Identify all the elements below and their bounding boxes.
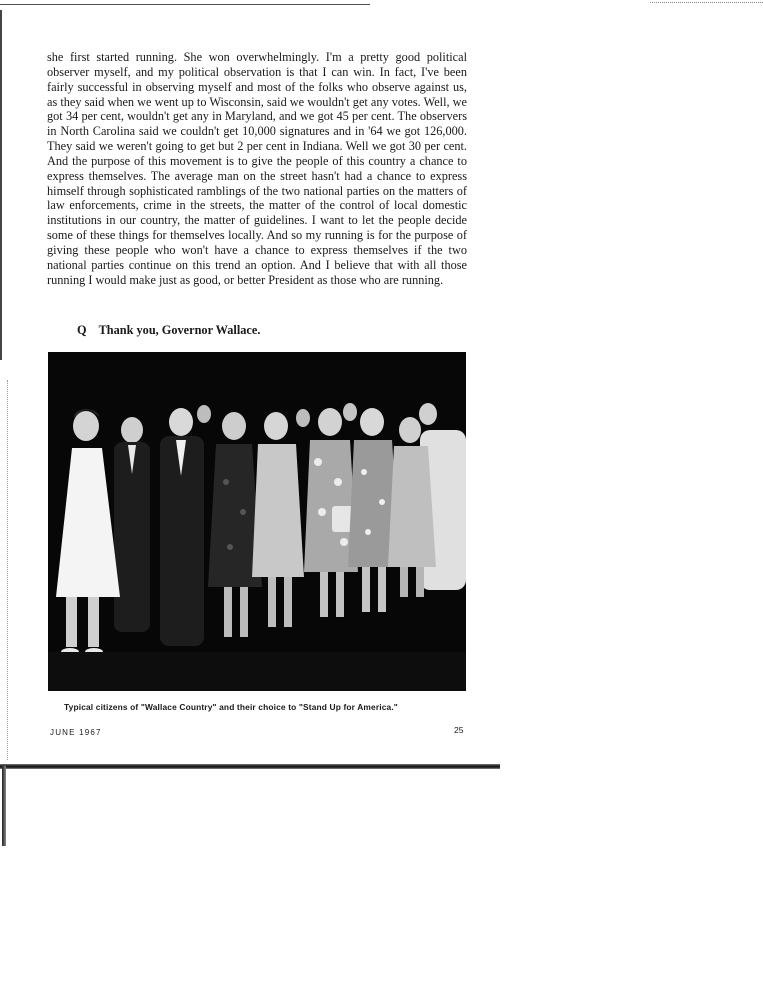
question-marker: Q xyxy=(77,323,87,337)
group-photograph xyxy=(48,352,466,691)
page-edge-specks xyxy=(7,380,9,760)
top-dotted-rule xyxy=(650,2,763,3)
question-line xyxy=(77,323,260,338)
page-spine-shadow xyxy=(2,766,6,846)
question-text: Thank you, Governor Wallace. xyxy=(98,323,261,337)
top-rule xyxy=(0,4,370,5)
page-bottom-edge xyxy=(0,764,500,769)
page-number: 25 xyxy=(454,725,464,735)
photo-caption: Typical citizens of "Wallace Country" and their choice to "Stand Up for America." xyxy=(64,702,398,712)
body-paragraph: she first started running. She won overwhelmingly. I'm a pretty good political observer myself, and my political observation is that I can win. In fact, I've been fairly successful in observing myself and most of the folks who observe against us, as they said when we went up to Wisconsin, said we wouldn't get any votes. Well, we got 34 per cent, wouldn't get any in Maryland, and we got 45 per cent. The observers in North Carolina said we couldn't get 10,000 signatures and in '64 we got 126,000. They said we weren't going to get but 2 per cent in Indiana. Well we got 30 per cent. And the purpose of this movement is to give the people of this country a chance to express themselves. The average man on the street hasn't had a chance to express himself through sophisticated ramblings of the two national parties on the matters of law enforcements, crime in the streets, the matter of the control of local domestic institutions in our country, the matter of guidelines. I want to let the people decide some of these things for themselves locally. And so my running is for the purpose of giving these people who won't have a chance to express themselves if the two national parties continue on this trend an option. And I believe that with all those running I would make just as good, or better President as those who are running. xyxy=(47,50,468,287)
footer-date: JUNE 1967 xyxy=(50,728,102,737)
page-edge-shadow xyxy=(0,10,2,360)
